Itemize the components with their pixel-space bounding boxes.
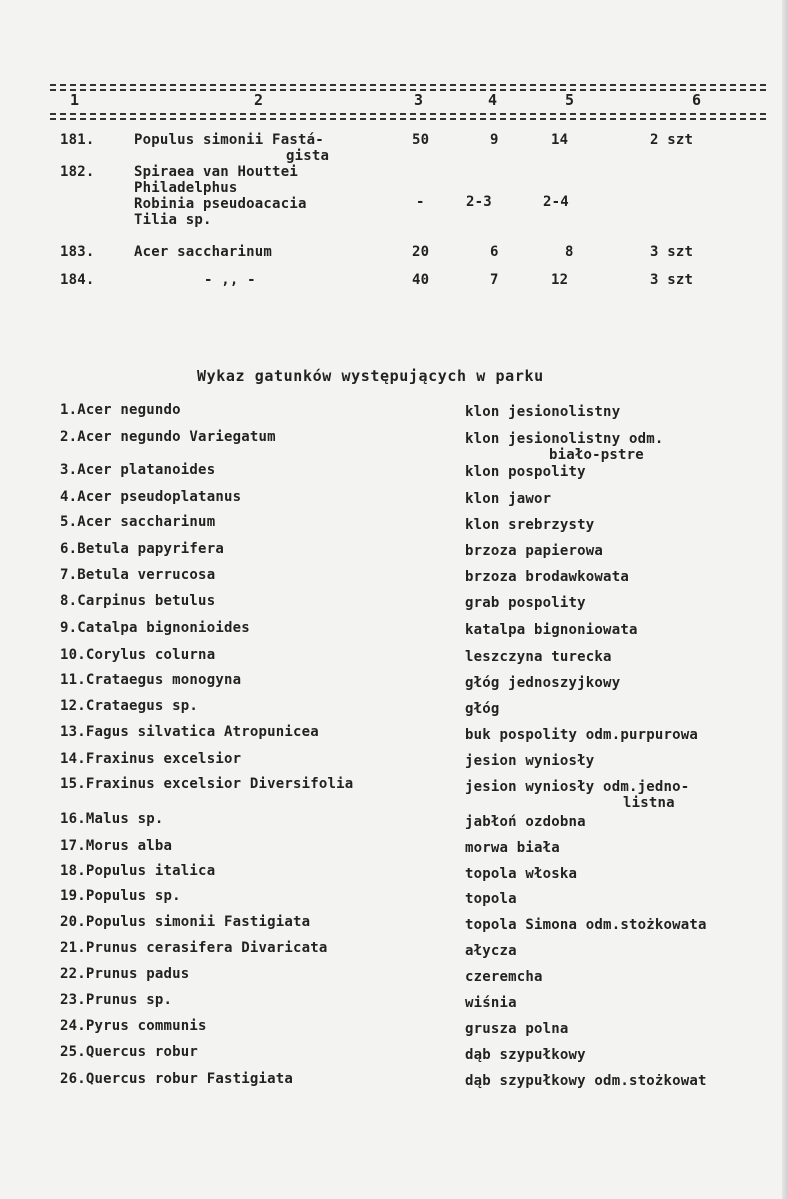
species-latin-name: 11.Crataegus monogyna: [60, 672, 242, 688]
species-polish-name: ałycza: [465, 943, 517, 959]
species-polish-name: wiśnia: [465, 995, 517, 1011]
species-polish-name: klon pospolity: [465, 464, 586, 480]
species-polish-name: klon jesionolistny: [465, 404, 621, 420]
table-row-name: gista: [286, 148, 330, 164]
table-row-number: 182.: [60, 164, 95, 180]
species-latin-name: 16.Malus sp.: [60, 811, 164, 827]
table-top-rule: [50, 84, 766, 86]
species-polish-name: brzoza papierowa: [465, 543, 604, 559]
table-cell-col4: 6: [490, 244, 499, 260]
species-latin-name: 19.Populus sp.: [60, 888, 181, 904]
species-latin-name: 4.Acer pseudoplatanus: [60, 489, 242, 505]
species-polish-name: katalpa bignoniowata: [465, 622, 638, 638]
species-polish-name: leszczyna turecka: [465, 649, 612, 665]
table-cell-col5: 2-4: [543, 194, 569, 210]
header-col-6: 6: [692, 91, 702, 109]
species-latin-name: 9.Catalpa bignonioides: [60, 620, 250, 636]
species-polish-name: jabłoń ozdobna: [465, 814, 586, 830]
species-latin-name: 20.Populus simonii Fastigiata: [60, 914, 311, 930]
species-polish-name: klon jesionolistny odm.: [465, 431, 664, 447]
species-latin-name: 24.Pyrus communis: [60, 1018, 207, 1034]
species-latin-name: 25.Quercus robur: [60, 1044, 199, 1060]
table-cell-col6: 3 szt: [650, 244, 694, 260]
table-row-name: Tilia sp.: [134, 212, 212, 228]
species-list-title: Wykaz gatunków występujących w parku: [197, 367, 544, 385]
table-row-name: Philadelphus: [134, 180, 238, 196]
table-header-rule-2: [50, 118, 766, 120]
table-cell-col5: 8: [565, 244, 574, 260]
table-cell-col4: 9: [490, 132, 499, 148]
table-cell-col5: 14: [551, 132, 569, 148]
table-row-number: 184.: [60, 272, 95, 288]
table-cell-col4: 2-3: [466, 194, 492, 210]
species-latin-name: 26.Quercus robur Fastigiata: [60, 1071, 293, 1087]
table-row-name: Acer saccharinum: [134, 244, 273, 260]
species-latin-name: 2.Acer negundo Variegatum: [60, 429, 276, 445]
species-latin-name: 6.Betula papyrifera: [60, 541, 224, 557]
species-polish-name: dąb szypułkowy odm.stożkowat: [465, 1073, 707, 1089]
table-row-number: 183.: [60, 244, 95, 260]
table-cell-col4: 7: [490, 272, 499, 288]
species-polish-name: topola włoska: [465, 866, 578, 882]
species-polish-name: brzoza brodawkowata: [465, 569, 629, 585]
species-polish-name: dąb szypułkowy: [465, 1047, 586, 1063]
species-polish-name-cont: listna: [623, 795, 675, 811]
table-cell-col6: 2 szt: [650, 132, 694, 148]
table-cell-col3: -: [416, 194, 425, 210]
species-latin-name: 12.Crataegus sp.: [60, 698, 199, 714]
species-latin-name: 18.Populus italica: [60, 863, 216, 879]
table-cell-col6: 3 szt: [650, 272, 694, 288]
table-cell-col3: 20: [412, 244, 430, 260]
species-polish-name: grab pospolity: [465, 595, 586, 611]
table-row-name: - ,, -: [204, 272, 256, 288]
species-polish-name: jesion wyniosły odm.jedno-: [465, 779, 690, 795]
table-cell-col5: 12: [551, 272, 569, 288]
species-polish-name: morwa biała: [465, 840, 560, 856]
page-edge-shadow: [782, 0, 788, 1199]
species-latin-name: 5.Acer saccharinum: [60, 514, 216, 530]
header-col-4: 4: [488, 91, 498, 109]
table-row-name: Spiraea van Houttei: [134, 164, 298, 180]
species-latin-name: 8.Carpinus betulus: [60, 593, 216, 609]
species-polish-name: klon srebrzysty: [465, 517, 595, 533]
species-latin-name: 13.Fagus silvatica Atropunicea: [60, 724, 319, 740]
table-cell-col3: 40: [412, 272, 430, 288]
species-latin-name: 7.Betula verrucosa: [60, 567, 216, 583]
species-polish-name: grusza polna: [465, 1021, 569, 1037]
species-latin-name: 15.Fraxinus excelsior Diversifolia: [60, 776, 354, 792]
species-latin-name: 10.Corylus colurna: [60, 647, 216, 663]
table-row-name: Robinia pseudoacacia: [134, 196, 307, 212]
species-polish-name: głóg: [465, 701, 500, 717]
header-col-5: 5: [565, 91, 575, 109]
species-polish-name: głóg jednoszyjkowy: [465, 675, 621, 691]
species-polish-name: klon jawor: [465, 491, 552, 507]
species-latin-name: 14.Fraxinus excelsior: [60, 751, 242, 767]
table-row-number: 181.: [60, 132, 95, 148]
species-polish-name: jesion wyniosły: [465, 753, 595, 769]
header-col-3: 3: [414, 91, 424, 109]
species-polish-name: czeremcha: [465, 969, 543, 985]
species-polish-name-cont: biało-pstre: [549, 447, 644, 463]
species-latin-name: 22.Prunus padus: [60, 966, 190, 982]
table-header-rule: [50, 113, 766, 115]
header-col-1: 1: [70, 91, 80, 109]
species-polish-name: topola Simona odm.stożkowata: [465, 917, 707, 933]
header-col-2: 2: [254, 91, 264, 109]
table-top-rule-2: [50, 89, 766, 91]
species-latin-name: 23.Prunus sp.: [60, 992, 173, 1008]
species-latin-name: 17.Morus alba: [60, 838, 173, 854]
species-polish-name: topola: [465, 891, 517, 907]
table-row-name: Populus simonii Fastá-: [134, 132, 324, 148]
species-latin-name: 21.Prunus cerasifera Divaricata: [60, 940, 328, 956]
species-latin-name: 1.Acer negundo: [60, 402, 181, 418]
species-latin-name: 3.Acer platanoides: [60, 462, 216, 478]
species-polish-name: buk pospolity odm.purpurowa: [465, 727, 698, 743]
table-cell-col3: 50: [412, 132, 430, 148]
